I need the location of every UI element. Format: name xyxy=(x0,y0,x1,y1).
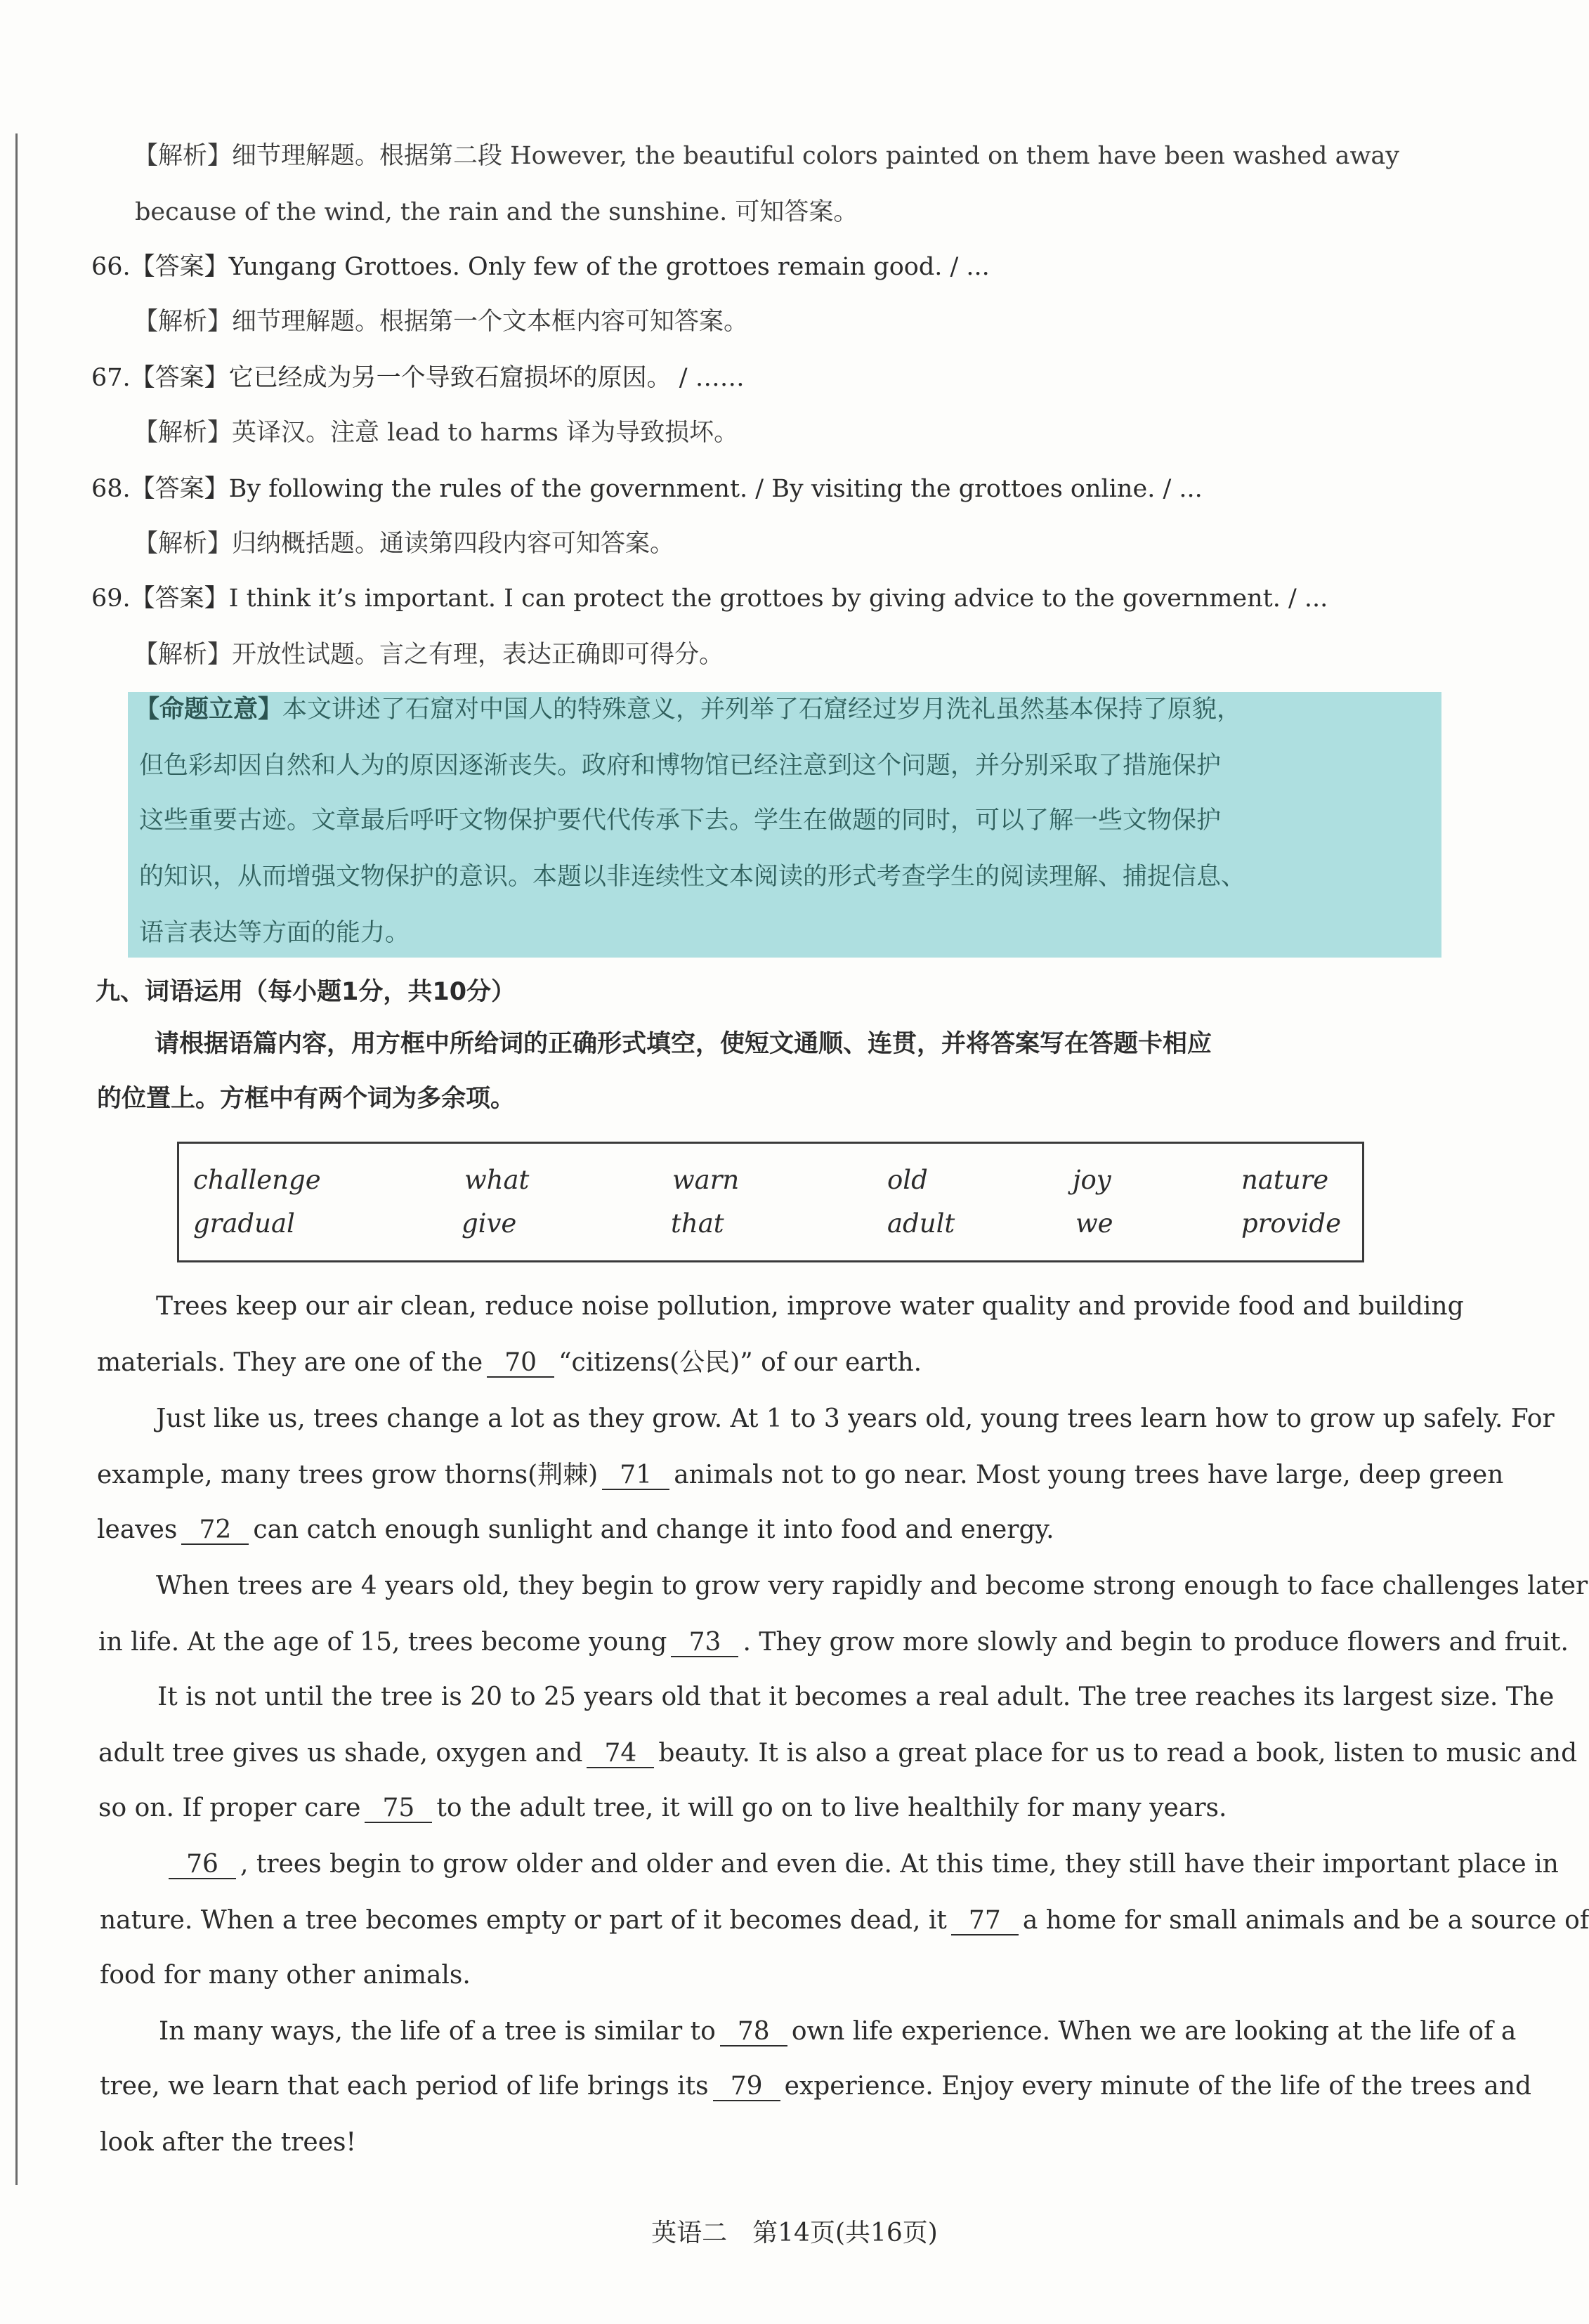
blank-73: 73 xyxy=(671,1629,738,1657)
blank-74: 74 xyxy=(587,1740,654,1768)
word-bank-item: give xyxy=(462,1208,517,1239)
text-segment: “citizens(公民)” of our earth. xyxy=(558,1348,922,1377)
q65-analysis-line2: because of the wind, the rain and the sunshine. 可知答案。 xyxy=(135,198,858,226)
passage-p1-line1: Trees keep our air clean, reduce noise pollution, improve water quality and provide food and building xyxy=(156,1292,1464,1321)
text-segment: can catch enough sunlight and change it into food and energy. xyxy=(253,1515,1054,1544)
passage-p2-line1: Just like us, trees change a lot as they grow. At 1 to 3 years old, young trees learn how to grow up safely. For xyxy=(156,1404,1555,1433)
word-bank-item: challenge xyxy=(193,1165,321,1195)
text-segment: , trees begin to grow older and older and even die. At this time, they still have their important place in xyxy=(240,1850,1559,1879)
passage-p1-line2 xyxy=(97,1345,922,1381)
passage-p5-line1 xyxy=(164,1846,1559,1883)
blank-79: 79 xyxy=(713,2073,780,2101)
q67-answer: 67.【答案】它已经成为另一个导致石窟损坏的原因。 / …… xyxy=(91,364,745,392)
word-bank-box xyxy=(177,1142,1364,1262)
text-segment: to the adult tree, it will go on to live healthily for many years. xyxy=(436,1794,1227,1822)
text-segment: a home for small animals and be a source of xyxy=(1022,1906,1589,1935)
word-bank-item: that xyxy=(671,1208,724,1239)
intent-line5: 语言表达等方面的能力。 xyxy=(139,919,410,947)
section9-instruction1: 请根据语篇内容，用方框中所给词的正确形式填空，使短文通顺、连贯，并将答案写在答题卡相应 xyxy=(155,1030,1212,1058)
word-bank-item: what xyxy=(464,1165,530,1195)
text-segment: nature. When a tree becomes empty or part of it becomes dead, it xyxy=(100,1906,947,1935)
text-segment: own life experience. When we are looking at the life of a xyxy=(791,2017,1517,2046)
word-bank-item: warn xyxy=(672,1165,740,1195)
page-footer: 英语二 第14页(共16页) xyxy=(651,2219,938,2247)
passage-p2-line2 xyxy=(97,1457,1503,1494)
word-bank-item: provide xyxy=(1241,1208,1341,1239)
q69-answer: 69.【答案】I think it’s important. I can protect the grottoes by giving advice to the government. / ... xyxy=(91,585,1328,613)
q67-analysis: 【解析】英译汉。注意 lead to harms 译为导致损坏。 xyxy=(133,419,739,447)
q65-analysis-line1: 【解析】细节理解题。根据第二段 However, the beautiful colors painted on them have been washed away xyxy=(133,142,1400,170)
blank-70: 70 xyxy=(487,1350,554,1378)
passage-p6-line3: look after the trees! xyxy=(100,2128,356,2157)
binding-margin-line xyxy=(15,133,18,2185)
text-segment: example, many trees grow thorns(荆棘) xyxy=(97,1461,599,1489)
q66-answer: 66.【答案】Yungang Grottoes. Only few of the grottoes remain good. / ... xyxy=(91,253,990,281)
text-segment: experience. Enjoy every minute of the life of the trees and xyxy=(784,2072,1532,2101)
blank-75: 75 xyxy=(365,1795,432,1823)
blank-78: 78 xyxy=(720,2018,787,2046)
q69-analysis: 【解析】开放性试题。言之有理，表达正确即可得分。 xyxy=(133,641,724,669)
passage-p3-line1: When trees are 4 years old, they begin to grow very rapidly and become strong enough to face challenges later xyxy=(156,1572,1588,1600)
intent-line3: 这些重要古迹。文章最后呼吁文物保护要代代传承下去。学生在做题的同时，可以了解一些文物保护 xyxy=(139,807,1222,835)
intent-label: 【命题立意】 xyxy=(135,696,283,724)
blank-76: 76 xyxy=(169,1851,236,1879)
word-bank-item: old xyxy=(887,1165,928,1195)
blank-72: 72 xyxy=(181,1517,249,1545)
text-segment: tree, we learn that each period of life brings its xyxy=(100,2072,709,2101)
q68-answer: 68.【答案】By following the rules of the government. / By visiting the grottoes online. / ... xyxy=(91,475,1203,503)
text-segment: so on. If proper care xyxy=(98,1794,361,1822)
intent-text1: 本文讲述了石窟对中国人的特殊意义，并列举了石窟经过岁月洗礼虽然基本保持了原貌， xyxy=(282,696,1242,724)
q68-analysis: 【解析】归纳概括题。通读第四段内容可知答案。 xyxy=(133,530,675,558)
passage-p6-line2 xyxy=(100,2068,1531,2105)
word-bank-item: nature xyxy=(1241,1165,1329,1195)
passage-p3-line2 xyxy=(98,1624,1569,1661)
text-segment: In many ways, the life of a tree is similar to xyxy=(159,2017,716,2046)
word-bank-item: gradual xyxy=(193,1208,295,1239)
word-bank-item: we xyxy=(1075,1208,1113,1239)
text-segment: . They grow more slowly and begin to produce flowers and fruit. xyxy=(743,1628,1569,1657)
blank-71: 71 xyxy=(602,1462,669,1490)
intent-line2: 但色彩却因自然和人为的原因逐渐丧失。政府和博物馆已经注意到这个问题，并分别采取了措施保护 xyxy=(139,752,1222,780)
text-segment: animals not to go near. Most young trees have large, deep green xyxy=(674,1461,1504,1489)
passage-p4-line3 xyxy=(98,1790,1227,1827)
text-segment: adult tree gives us shade, oxygen and xyxy=(98,1739,583,1768)
passage-p4-line1: It is not until the tree is 20 to 25 years old that it becomes a real adult. The tree reaches its largest size. The xyxy=(157,1683,1555,1711)
q66-analysis: 【解析】细节理解题。根据第一个文本框内容可知答案。 xyxy=(133,308,749,336)
passage-p4-line2 xyxy=(98,1735,1577,1772)
text-segment: materials. They are one of the xyxy=(97,1348,483,1377)
blank-77: 77 xyxy=(951,1907,1019,1935)
passage-p6-line1 xyxy=(159,2013,1516,2050)
passage-p5-line2 xyxy=(100,1902,1589,1939)
section9-title: 九、词语运用（每小题1分，共10分） xyxy=(96,978,516,1006)
word-bank-item: joy xyxy=(1073,1165,1111,1195)
intent-line4: 的知识，从而增强文物保护的意识。本题以非连续性文本阅读的形式考查学生的阅读理解、捕捉信息、 xyxy=(139,863,1246,891)
passage-p5-line3: food for many other animals. xyxy=(100,1961,471,1990)
text-segment: leaves xyxy=(97,1515,178,1544)
section9-instruction2: 的位置上。方框中有两个词为多余项。 xyxy=(97,1085,516,1113)
passage-p2-line3 xyxy=(97,1512,1054,1548)
text-segment: beauty. It is also a great place for us to read a book, listen to music and xyxy=(658,1739,1578,1768)
intent-line1 xyxy=(135,691,1241,728)
word-bank-item: adult xyxy=(887,1208,955,1239)
text-segment: in life. At the age of 15, trees become young xyxy=(98,1628,667,1657)
